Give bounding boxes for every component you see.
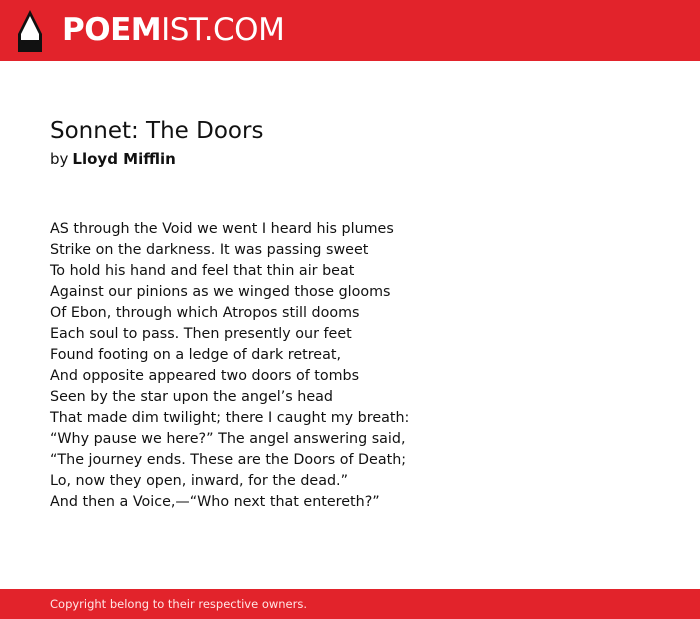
copyright-notice: Copyright belong to their respective owners. — [50, 597, 308, 611]
poem-line: Of Ebon, through which Atropos still dooms — [50, 305, 360, 321]
poem-line: Each soul to pass. Then presently our feet — [50, 326, 352, 342]
poem-line: “The journey ends. These are the Doors of Death; — [50, 452, 407, 468]
poem-line: Against our pinions as we winged those glooms — [50, 284, 391, 300]
author-name[interactable]: Lloyd Mifflin — [72, 150, 176, 168]
poem-line: Strike on the darkness. It was passing sweet — [50, 242, 369, 258]
poem-line: Found footing on a ledge of dark retreat, — [50, 347, 342, 363]
site-header — [0, 0, 700, 61]
poem-line: And then a Voice,—“Who next that entereth?” — [50, 494, 380, 510]
site-logo[interactable] — [62, 11, 284, 49]
poem-line: To hold his hand and feel that thin air beat — [50, 263, 355, 279]
byline — [50, 149, 176, 169]
poem-line: “Why pause we here?” The angel answering said, — [50, 431, 406, 447]
poem-line: And opposite appeared two doors of tombs — [50, 368, 360, 384]
poem-line: Seen by the star upon the angel’s head — [50, 389, 333, 405]
pencil-icon[interactable] — [17, 10, 43, 52]
poem-body — [50, 219, 409, 513]
site-footer — [0, 589, 700, 619]
poem-title: Sonnet: The Doors — [50, 118, 264, 144]
by-label: by — [50, 150, 69, 168]
poem-line: Lo, now they open, inward, for the dead.” — [50, 473, 348, 489]
logo-bold-text: POEM — [62, 12, 162, 48]
poem-line: That made dim twilight; there I caught my breath: — [50, 410, 410, 426]
poem-line: AS through the Void we went I heard his plumes — [50, 221, 394, 237]
logo-light-text: IST.COM — [161, 12, 285, 48]
